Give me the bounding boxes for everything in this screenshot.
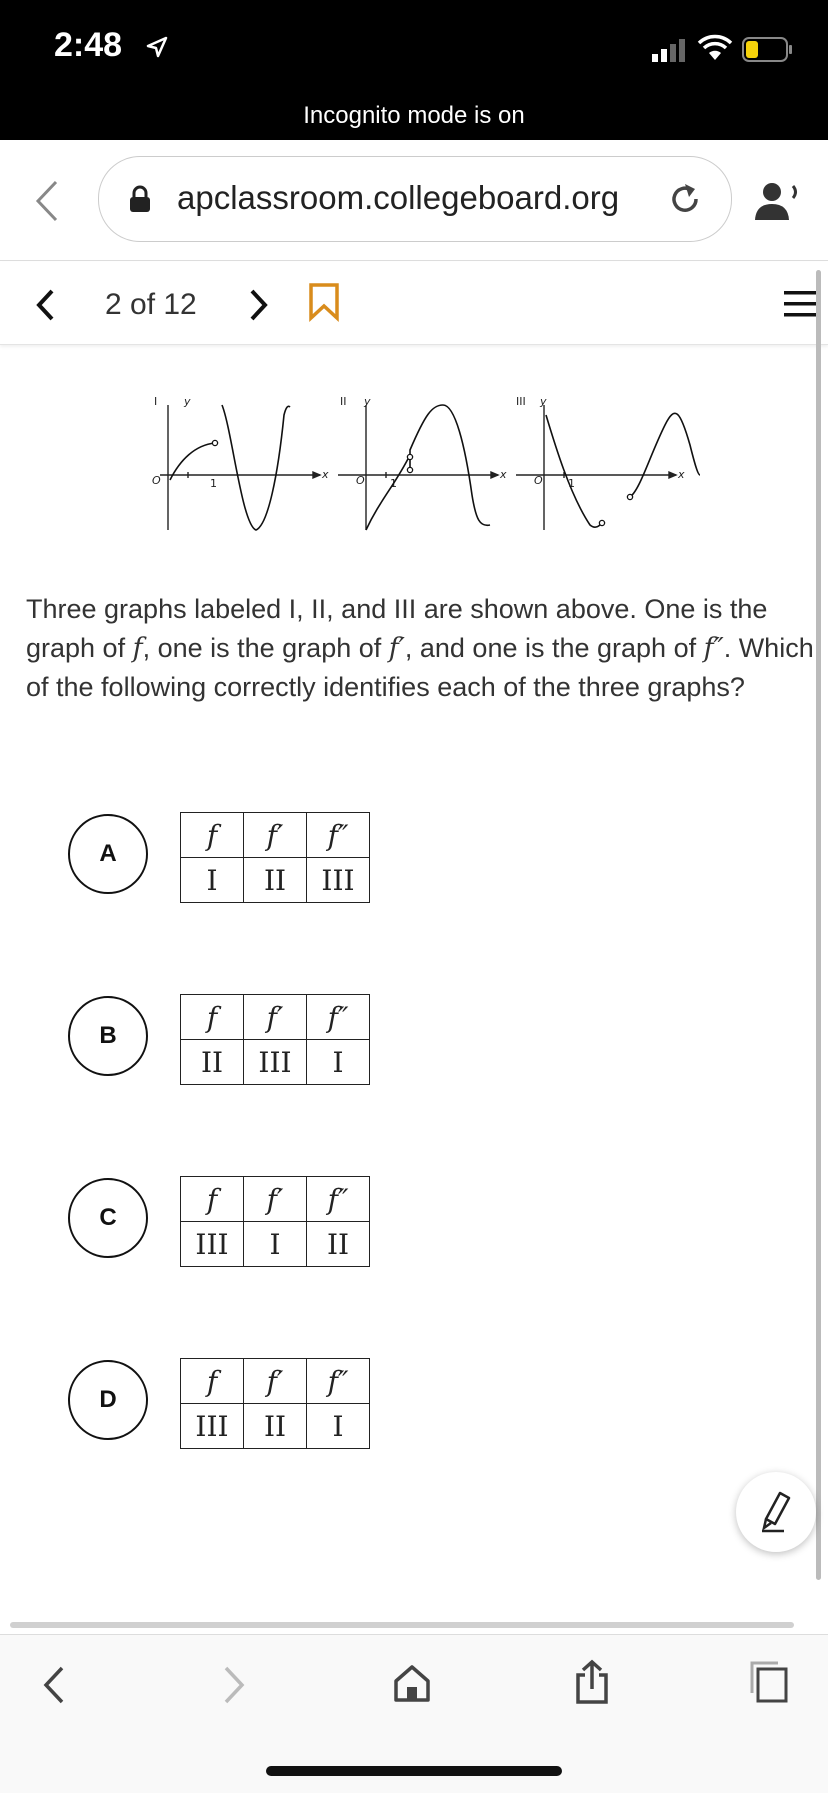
table-cell: II <box>181 1040 244 1085</box>
choice-C-table <box>180 1176 370 1267</box>
table-cell: II <box>244 1404 307 1449</box>
annotate-pen-button[interactable] <box>736 1472 816 1552</box>
choice-letter-D[interactable]: D <box>68 1360 148 1440</box>
address-bar[interactable] <box>98 156 732 242</box>
graph-II-y-label: y <box>364 395 371 408</box>
choice-letter-B[interactable]: B <box>68 996 148 1076</box>
page-scrollbar[interactable] <box>816 270 821 1580</box>
table-cell: III <box>181 1222 244 1267</box>
choice-A-table <box>180 812 370 903</box>
choice-letter-A[interactable]: A <box>68 814 148 894</box>
table-cell: II <box>307 1222 370 1267</box>
table-header: f′ <box>244 1177 307 1222</box>
graph-II-x-label: x <box>500 468 507 481</box>
question-text-part: Three graphs labeled I, II, and III are shown above. One is the graph of <box>26 594 768 663</box>
table-header: f′ <box>244 995 307 1040</box>
graph-II-tick: 1 <box>390 477 397 490</box>
table-cell: I <box>181 858 244 903</box>
table-header: f′ <box>244 813 307 858</box>
graph-label-III: III <box>516 395 526 408</box>
table-cell: I <box>244 1222 307 1267</box>
url-text: apclassroom.collegeboard.org <box>177 179 620 216</box>
lock-icon <box>129 185 151 213</box>
question-text <box>26 590 826 707</box>
graph-III-origin: O <box>534 474 543 487</box>
wifi-icon <box>698 36 732 62</box>
answer-choice-C[interactable] <box>68 1178 148 1258</box>
table-header: f″ <box>307 813 370 858</box>
browser-address-row <box>0 140 828 261</box>
table-header: f′ <box>244 1359 307 1404</box>
table-header: f <box>181 995 244 1040</box>
bookmark-icon[interactable] <box>308 282 340 322</box>
table-cell: I <box>307 1040 370 1085</box>
question-counter: 2 of 12 <box>105 288 197 321</box>
incognito-banner: Incognito mode is on <box>303 102 525 129</box>
toolbar-back-icon[interactable] <box>40 1665 66 1705</box>
pen-icon <box>758 1490 794 1534</box>
table-cell: III <box>181 1404 244 1449</box>
next-question-icon[interactable] <box>248 288 270 322</box>
graph-I-tick: 1 <box>210 477 217 490</box>
table-header: f″ <box>307 1359 370 1404</box>
question-text-part: . Which of the following correctly identifies each of the three graphs? <box>26 633 814 702</box>
graph-III-x-label: x <box>678 468 685 481</box>
table-cell: II <box>244 858 307 903</box>
choice-letter-C[interactable]: C <box>68 1178 148 1258</box>
answer-choice-D[interactable] <box>68 1360 148 1440</box>
browser-back-icon[interactable] <box>32 178 62 224</box>
battery-icon <box>742 36 794 64</box>
page-progress-track <box>10 1622 794 1628</box>
graph-III-y-label: y <box>540 395 547 408</box>
table-cell: III <box>307 858 370 903</box>
question-text-part: , and one is the graph of <box>404 633 704 663</box>
question-nav-bar <box>0 262 828 345</box>
signal-icon <box>652 38 688 62</box>
table-header: f″ <box>307 995 370 1040</box>
answer-choice-B[interactable] <box>68 996 148 1076</box>
share-icon[interactable] <box>574 1659 610 1705</box>
graphs-figure <box>152 385 700 545</box>
previous-question-icon[interactable] <box>34 288 56 322</box>
graph-I-x-label: x <box>322 468 329 481</box>
toolbar-forward-icon[interactable] <box>222 1665 248 1705</box>
table-header: f <box>181 1177 244 1222</box>
math-f: f <box>132 633 143 664</box>
reload-icon[interactable] <box>667 181 703 217</box>
graph-I-y-label: y <box>184 395 191 408</box>
math-f-prime: f′ <box>388 633 405 664</box>
graph-label-II: II <box>340 395 347 408</box>
table-header: f <box>181 1359 244 1404</box>
table-header: f <box>181 813 244 858</box>
table-header: f″ <box>307 1177 370 1222</box>
graph-I-origin: O <box>152 474 161 487</box>
graph-III-tick: 1 <box>568 477 575 490</box>
tabs-icon[interactable] <box>748 1659 790 1705</box>
graph-label-I: I <box>154 395 158 408</box>
table-cell: I <box>307 1404 370 1449</box>
incognito-profile-icon[interactable] <box>752 180 806 222</box>
question-text-part: , one is the graph of <box>142 633 389 663</box>
home-icon[interactable] <box>392 1663 432 1703</box>
graph-II-origin: O <box>356 474 365 487</box>
table-cell: III <box>244 1040 307 1085</box>
choice-B-table <box>180 994 370 1085</box>
status-time: 2:48 <box>54 26 123 64</box>
location-arrow-icon <box>146 36 168 58</box>
home-indicator[interactable] <box>266 1766 562 1776</box>
choice-D-table <box>180 1358 370 1449</box>
status-bar <box>0 0 828 140</box>
answer-choice-A[interactable] <box>68 814 148 894</box>
math-f-double-prime: f″ <box>703 633 724 664</box>
